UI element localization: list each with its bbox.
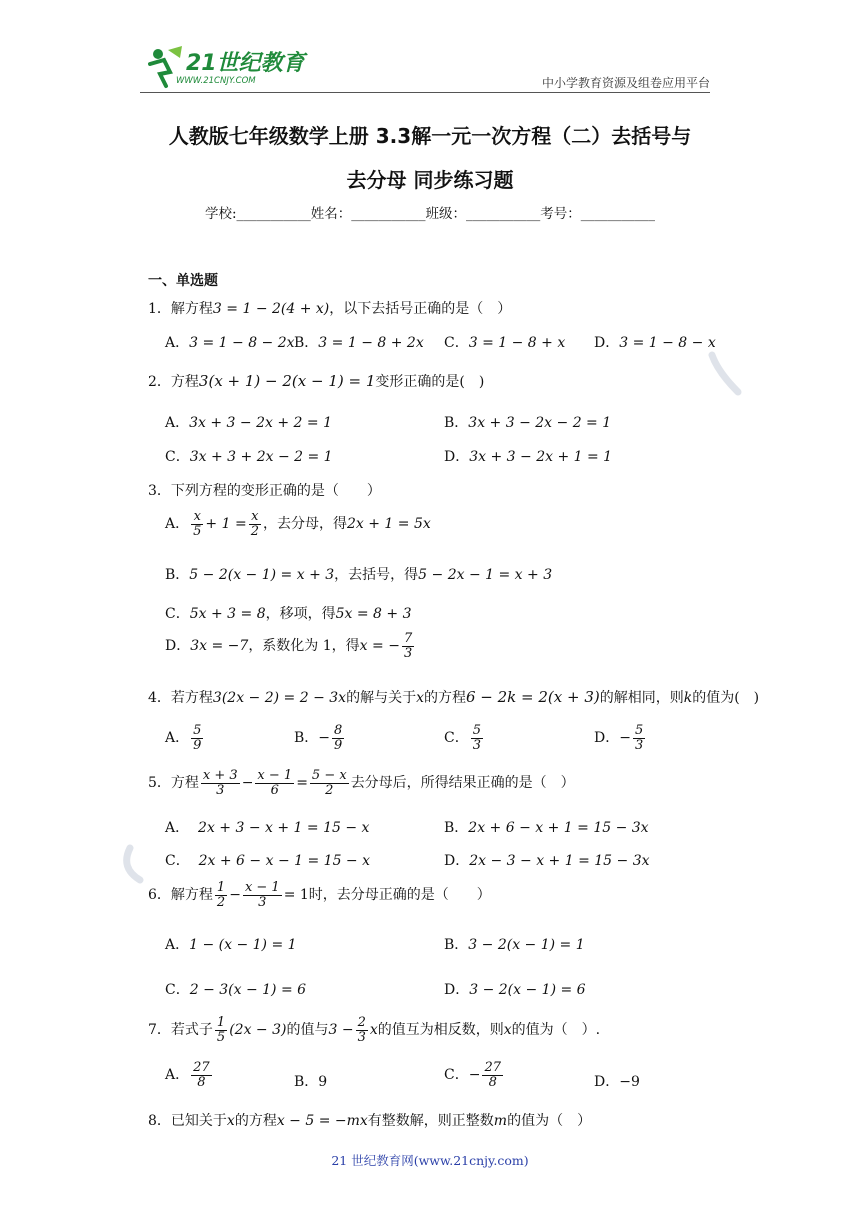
platform-label: 中小学教育资源及组卷应用平台 [541, 76, 710, 90]
q7-option-a [165, 1061, 214, 1089]
q1-option-d [594, 332, 716, 352]
question-7-stem [148, 1016, 600, 1044]
option-label: B． [294, 730, 319, 747]
option-value: 5x + 3 = 8 [189, 606, 266, 622]
numerator: x [249, 510, 261, 525]
option-value: 1 − (x − 1) = 1 [189, 937, 297, 953]
denominator: 8 [488, 1074, 497, 1090]
numerator: x − 1 [257, 768, 293, 783]
numerator: x − 1 [244, 880, 280, 895]
q1-option-b [294, 332, 424, 352]
option-sign: − [619, 730, 631, 747]
q8-variable-m: m [493, 1113, 508, 1129]
fraction [633, 724, 645, 752]
q2-equation: 3(x + 1) − 2(x − 1) = 1 [198, 372, 376, 390]
numerator: 8 [334, 723, 343, 738]
q7-expression: (2x − 3) [229, 1022, 287, 1039]
q6-option-c [165, 979, 306, 999]
q7-stem-text-3: 的值互为相反数，则 [377, 1022, 504, 1039]
fraction [215, 1016, 227, 1044]
option-value: 3 − 2(x − 1) = 1 [468, 937, 585, 953]
option-value: 3x = −7 [190, 638, 249, 655]
numerator: 5 [472, 723, 481, 738]
option-label: B． [444, 937, 469, 953]
q1-stem-text-2: ，以下去括号正确的是（ ） [329, 301, 512, 317]
q7-variable: x [369, 1022, 378, 1039]
footer-site-link[interactable]: 21 世纪教育网(www.21cnjy.com) [331, 1153, 529, 1168]
page-title-line2: 去分母 同步练习题 [346, 168, 514, 192]
option-value: 2x + 3 − x + 1 = 15 − x [198, 820, 370, 836]
q4-stem-text-2: 的解与关于 [346, 690, 417, 706]
option-label: B． [294, 1074, 319, 1090]
option-label: B． [444, 415, 469, 431]
q7-stem-text-2: 的值与 [286, 1022, 329, 1039]
q3-option-d [165, 632, 416, 660]
q8-equation: x − 5 = −mx [276, 1113, 368, 1129]
denominator: 9 [193, 737, 202, 753]
q4-stem-text-4: 的解相同，则 [599, 690, 684, 706]
denominator: 8 [197, 1074, 206, 1090]
q4-equation-2: 6 − 2k = 2(x + 3) [465, 688, 600, 706]
question-8-stem [148, 1110, 591, 1130]
option-value: 3x + 3 − 2x + 2 = 1 [189, 415, 332, 431]
option-label: D． [594, 1074, 620, 1090]
fraction [310, 769, 349, 797]
q1-option-c [444, 332, 565, 352]
option-value: x = − [359, 638, 400, 655]
option-label: B． [294, 335, 319, 351]
q1-option-a [165, 332, 295, 352]
q4-variable-x: x [416, 690, 424, 706]
q8-stem-text: 8．已知关于 [148, 1113, 227, 1129]
fraction [249, 510, 261, 538]
q4-stem-text-3: 的方程 [423, 690, 466, 706]
fraction [215, 881, 227, 909]
student-info-line: 学校:___________姓名：___________班级：___________考号：___________ [204, 206, 656, 222]
q3-option-a [165, 510, 431, 538]
option-label: D． [594, 335, 620, 351]
option-value: 2x + 1 = 5x [346, 516, 431, 533]
q8-stem-text-3: 有整数解，则正整数 [367, 1113, 494, 1129]
q3-option-c [165, 603, 412, 623]
denominator: 3 [258, 894, 267, 910]
denominator: 2 [325, 782, 334, 798]
question-5-stem [148, 769, 575, 797]
option-value: 2x + 6 − x + 1 = 15 − 3x [468, 820, 649, 836]
numerator: 27 [193, 1060, 210, 1075]
fraction [191, 724, 203, 752]
question-2-stem [148, 371, 484, 391]
option-label: A． [165, 415, 190, 431]
question-3-stem: 3．下列方程的变形正确的是（ ） [148, 483, 381, 499]
numerator: 1 [216, 880, 226, 895]
q2-option-b [444, 412, 611, 432]
q4-option-a [165, 724, 205, 752]
option-value: 5x = 8 + 3 [335, 606, 412, 622]
question-1-stem [148, 298, 511, 318]
denominator: 5 [193, 523, 202, 539]
option-value: 3x + 3 − 2x + 1 = 1 [469, 449, 613, 465]
option-value: 9 [318, 1074, 328, 1090]
option-label: C． [444, 1067, 469, 1084]
option-label: A． [165, 730, 190, 747]
q7-stem-text-4: 的值为（ ）. [511, 1022, 601, 1039]
q5-option-a [165, 817, 369, 837]
header-divider [140, 92, 710, 93]
question-6-stem [148, 881, 491, 909]
fraction [191, 1061, 212, 1089]
denominator: 5 [216, 1029, 226, 1045]
q5-option-c [165, 850, 370, 870]
option-value: 3 = 1 − 8 + 2x [318, 335, 424, 351]
q1-equation: 3 = 1 − 2(4 + x) [212, 301, 330, 317]
option-label: C． [444, 335, 469, 351]
option-value: 2 − 3(x − 1) = 6 [189, 982, 307, 998]
q2-stem-text-2: 变形正确的是( ) [375, 374, 485, 390]
option-value: 3x + 3 + 2x − 2 = 1 [189, 449, 333, 465]
numerator: 1 [216, 1015, 226, 1030]
option-value: 2x − 3 − x + 1 = 15 − 3x [469, 853, 650, 869]
denominator: 9 [334, 737, 343, 753]
q7-stem-text: 7．若式子 [148, 1022, 213, 1039]
q8-stem-text-4: 的值为（ ） [507, 1113, 592, 1129]
option-label: C． [165, 982, 190, 998]
page-title-line1: 人教版七年级数学上册 3.3解一元一次方程（二）去括号与 [168, 124, 692, 148]
q7-variable-x: x [503, 1022, 512, 1039]
q6-stem-text-2: 时，去分母正确的是（ ） [308, 887, 491, 904]
q8-stem-text-2: 的方程 [234, 1113, 277, 1129]
numerator: 2 [357, 1015, 366, 1030]
q1-stem-text: 1．解方程 [148, 301, 213, 317]
q3-option-b [165, 564, 552, 584]
question-4-stem [148, 687, 759, 707]
option-label: A． [165, 1067, 190, 1084]
q4-option-c [444, 724, 485, 752]
logo-url: WWW.21CNJY.COM [176, 76, 256, 86]
q2-option-a [165, 412, 332, 432]
q6-option-b [444, 934, 585, 954]
denominator: 3 [634, 737, 644, 753]
fraction [402, 632, 414, 660]
denominator: 3 [472, 737, 481, 753]
option-label: D． [444, 449, 470, 465]
site-logo [140, 42, 320, 94]
fraction [471, 724, 483, 752]
q2-option-d [444, 446, 612, 466]
operator: − [241, 775, 254, 792]
denominator: 3 [216, 782, 225, 798]
option-label: D． [594, 730, 620, 747]
logo-text: 21世纪教育 [186, 51, 305, 76]
option-label: C． [165, 853, 190, 869]
option-value: 3 − 2(x − 1) = 6 [469, 982, 586, 998]
operator: = [296, 775, 308, 792]
option-label: A． [165, 335, 190, 351]
q7-expression-2: 3 − [328, 1022, 354, 1039]
numerator: 27 [484, 1060, 501, 1075]
option-sign: − [318, 730, 331, 747]
option-label: C． [444, 730, 469, 747]
numerator: 7 [403, 631, 413, 646]
q5-option-b [444, 817, 649, 837]
q4-option-b [294, 724, 346, 752]
numerator: 5 [193, 723, 202, 738]
q7-option-d [594, 1071, 640, 1091]
numerator: x + 3 [202, 768, 238, 783]
option-label: B． [165, 567, 190, 583]
option-label: A． [165, 937, 190, 953]
option-label: A． [165, 820, 190, 836]
fraction [356, 1016, 368, 1044]
option-value: 5 − 2x − 1 = x + 3 [418, 567, 553, 583]
option-text: ，移项，得 [265, 606, 336, 622]
fraction [482, 1061, 503, 1089]
option-text: ，去括号，得 [334, 567, 419, 583]
option-value: 3 = 1 − 8 − x [619, 335, 716, 351]
option-label: B． [444, 820, 469, 836]
q4-option-d [594, 724, 647, 752]
section-heading: 一、单选题 [148, 273, 218, 289]
numerator: x [191, 510, 203, 525]
q7-option-c [444, 1061, 505, 1089]
numerator: 5 [634, 723, 644, 738]
denominator: 6 [270, 782, 279, 798]
denominator: 2 [216, 894, 226, 910]
option-sign: − [468, 1067, 481, 1084]
option-value: 3 = 1 − 8 + x [468, 335, 566, 351]
q4-equation-1: 3(2x − 2) = 2 − 3x [212, 690, 347, 706]
option-value: 3x + 3 − 2x − 2 = 1 [468, 415, 612, 431]
operator: = 1 [283, 887, 309, 904]
option-text: ，去分母，得 [262, 516, 347, 533]
denominator: 3 [357, 1029, 366, 1045]
fraction [191, 510, 203, 538]
operator: − [229, 887, 241, 904]
q7-option-b [294, 1071, 327, 1091]
q5-option-d [444, 850, 650, 870]
option-text: ，系数化为 1，得 [248, 638, 360, 655]
option-label: D． [444, 982, 470, 998]
denominator: 2 [250, 523, 259, 539]
q2-stem-text: 2．方程 [148, 374, 199, 390]
q5-stem-text: 5．方程 [148, 775, 199, 792]
q6-stem-text: 6．解方程 [148, 887, 213, 904]
q6-option-a [165, 934, 297, 954]
option-value: + 1 = [205, 516, 247, 533]
q5-stem-text-2: 去分母后，所得结果正确的是（ ） [350, 775, 575, 792]
option-value: 2x + 6 − x − 1 = 15 − x [198, 853, 371, 869]
q4-variable-k: k [683, 690, 693, 706]
option-value: −9 [619, 1074, 640, 1090]
fraction [201, 769, 240, 797]
q2-option-c [165, 446, 333, 466]
fraction [332, 724, 344, 752]
option-label: C． [165, 449, 190, 465]
option-value: 3 = 1 − 8 − 2x [189, 335, 295, 351]
fraction [243, 881, 282, 909]
option-value: 5 − 2(x − 1) = x + 3 [189, 567, 335, 583]
fraction [255, 769, 294, 797]
q6-option-d [444, 979, 586, 999]
option-label: D． [444, 853, 470, 869]
denominator: 3 [403, 645, 413, 661]
option-label: A． [165, 516, 190, 533]
q4-stem-text: 4．若方程 [148, 690, 213, 706]
option-label: D． [165, 638, 191, 655]
q8-variable-x: x [226, 1113, 235, 1129]
option-label: C． [165, 606, 190, 622]
numerator: 5 − x [311, 768, 347, 783]
q4-stem-text-5: 的值为( ) [692, 690, 760, 706]
